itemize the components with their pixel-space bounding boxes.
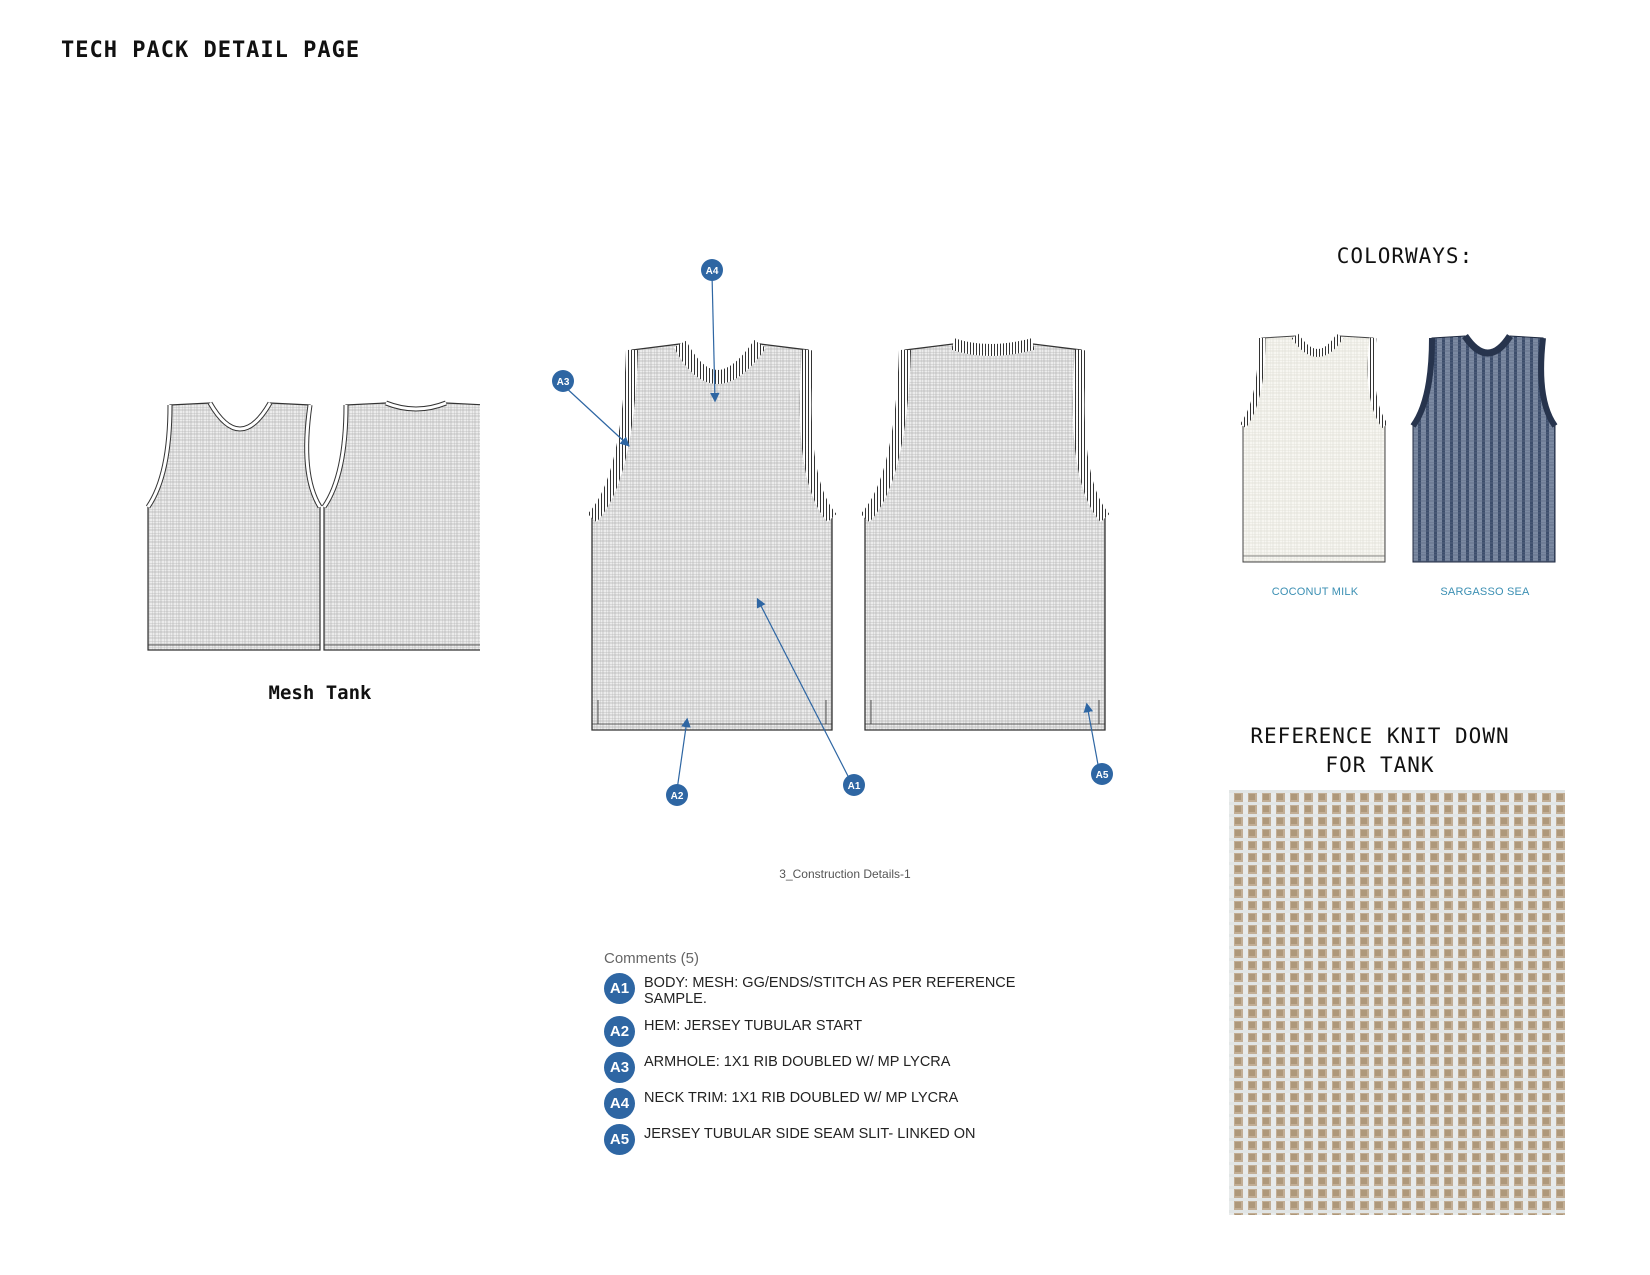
comments-panel [604,950,1074,1160]
comments-heading: Comments (5) [604,950,700,967]
colorway-name-coconut-milk: COCONUT MILK [1271,586,1359,598]
callout-a5[interactable] [1091,763,1113,785]
comment-item[interactable] [604,1124,1074,1160]
page-reference: 3_Construction Details-1 [779,867,911,881]
large-front-tank [592,344,832,730]
comment-badge: A1 [604,973,635,1004]
small-flats [140,395,480,665]
callout-a3[interactable] [552,370,574,392]
comment-item[interactable] [604,1088,1074,1124]
construction-detail-flats [540,250,1140,850]
callout-a5-label: A5 [1095,770,1109,781]
comment-badge: A4 [604,1088,635,1119]
reference-knit-title [1225,722,1535,780]
comment-badge: A2 [604,1016,635,1047]
style-name: Mesh Tank [268,682,372,704]
callout-a2-label: A2 [670,791,684,802]
comment-text: HEM: JERSEY TUBULAR START [644,1018,863,1034]
reference-knit-swatch [1229,790,1565,1215]
comment-text: JERSEY TUBULAR SIDE SEAM SLIT- LINKED ON [644,1126,976,1142]
colorway-flats [1240,330,1570,570]
small-back-tank [324,403,480,650]
comment-badge: A3 [604,1052,635,1083]
comment-text: NECK TRIM: 1X1 RIB DOUBLED W/ MP LYCRA [644,1090,959,1106]
comment-item[interactable] [604,1016,1074,1052]
callout-a4[interactable] [701,259,723,281]
comment-text: ARMHOLE: 1X1 RIB DOUBLED W/ MP LYCRA [644,1054,951,1070]
callout-a3-label: A3 [556,377,570,388]
colorway-name-sargasso-sea: SARGASSO SEA [1440,586,1530,598]
colorway-coconut-milk-tank [1243,336,1385,562]
comment-item[interactable] [604,1052,1074,1088]
callout-a1[interactable] [843,774,865,796]
comment-text: BODY: MESH: GG/ENDS/STITCH AS PER REFERENCE SAMPLE. [644,975,1016,1007]
comment-badge: A5 [604,1124,635,1155]
callout-a4-label: A4 [705,266,719,277]
reference-knit-title-line1: REFERENCE KNIT DOWN [1250,724,1510,748]
callout-line-a3 [563,385,628,445]
callout-a1-label: A1 [847,781,861,792]
colorway-sargasso-sea-tank [1413,336,1555,562]
page-title: TECH PACK DETAIL PAGE [61,38,361,63]
large-back-tank [865,344,1105,730]
reference-knit-title-line2: FOR TANK [1325,753,1435,777]
small-front-tank [148,403,320,650]
callout-a2[interactable] [666,784,688,806]
comment-item[interactable] [604,973,1074,1016]
colorways-title: COLORWAYS: [1336,244,1474,268]
